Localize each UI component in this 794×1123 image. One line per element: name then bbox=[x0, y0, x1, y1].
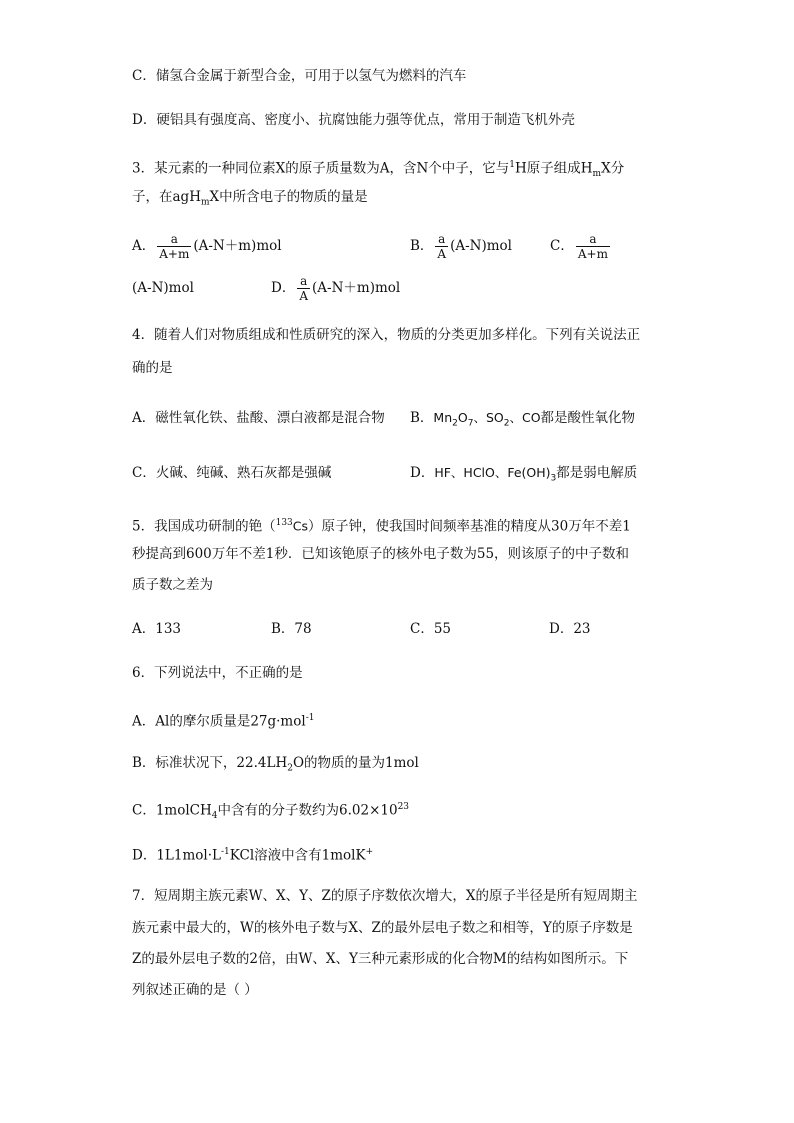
q6-option-d: D．$1L1mol\cdot L^{-1}KCl$溶液中含有1molK+ bbox=[132, 847, 374, 864]
q4-stem-line2: 确的是 bbox=[132, 360, 173, 376]
q7-stem-line4: 列叙述正确的是（ ） bbox=[132, 982, 258, 998]
q3-stem-line2: 子，在agH$_m$X中所含电子的物质的量是 bbox=[132, 189, 368, 208]
q6-stem: 6．下列说法中，不正确的是 bbox=[132, 665, 303, 681]
q7-stem-line1: 7．短周期主族元素W、X、Y、Z的原子序数依次增大，X的原子半径是所有短周期主 bbox=[132, 888, 638, 904]
q3-stem-line1: 3．某元素的一种同位素X的原子质量数为A，含N个中子，它与$^1$H原子组成$H_mX$分 bbox=[132, 160, 625, 180]
q4-option-a: A．磁性氧化铁、盐酸、漂白液都是混合物 bbox=[132, 410, 385, 426]
fraction: $\frac{a}{A}$ bbox=[299, 274, 308, 303]
fraction: $\frac{a}{A+m}$ bbox=[159, 232, 190, 261]
q3-option-a: A． $\frac{a}{A+m}$ (A-N＋m)mol bbox=[132, 232, 282, 261]
q5-option-d: D．23 bbox=[549, 621, 591, 637]
q4-stem-line1: 4．随着人们对物质组成和性质研究的深入，物质的分类更加多样化。下列有关说法正 bbox=[132, 327, 641, 343]
q3-option-b: B． $\frac{a}{A}$ (A-N)mol bbox=[410, 232, 512, 261]
fraction: $\frac{a}{A+m}$ bbox=[577, 232, 608, 261]
q3-option-c-tail: (A-N)mol bbox=[132, 280, 194, 296]
fraction: $\frac{a}{A}$ bbox=[437, 232, 447, 261]
q4-option-c: C．火碱、纯碱、熟石灰都是强碱 bbox=[132, 465, 332, 481]
q4-option-d: D．HF、HClO、$Fe(OH)_3$都是弱电解质 bbox=[410, 465, 638, 484]
q2-option-d: D．硬铝具有强度高、密度小、抗腐蚀能力强等优点，常用于制造飞机外壳 bbox=[132, 112, 575, 128]
q3-option-c: C． $\frac{a}{A+m}$ bbox=[550, 232, 608, 261]
q3-option-d: D． $\frac{a}{A}$ (A-N＋m)mol bbox=[271, 274, 401, 303]
q5-stem-line2: 秒提高到600万年不差1秒．已知该铯原子的核外电子数为55，则该原子的中子数和 bbox=[132, 546, 630, 562]
q5-option-c: C．55 bbox=[410, 621, 452, 637]
q7-stem-line3: Z的最外层电子数的2倍，由W、X、Y三种元素形成的化合物M的结构如图所示。下 bbox=[132, 951, 629, 967]
q7-stem-line2: 族元素中最大的，W的核外电子数与X、Z的最外层电子数之和相等，Y的原子序数是 bbox=[132, 920, 633, 936]
q2-option-c: C．储氢合金属于新型合金，可用于以氢气为燃料的汽车 bbox=[132, 68, 467, 84]
q5-stem-line3: 质子数之差为 bbox=[132, 577, 213, 593]
q5-stem-line1: 5．我国成功研制的铯（$^{133}$Cs）原子钟，使我国时间频率基准的精度从30万年不差1 bbox=[132, 518, 631, 535]
q6-option-a: A．Al的摩尔质量是27g·mol$^{-1}$ bbox=[132, 713, 315, 730]
q5-option-b: B．78 bbox=[271, 621, 312, 637]
q6-option-b: B．标准状况下，$22.4LH_2O$的物质的量为1mol bbox=[132, 755, 419, 774]
q4-option-b: B．$Mn_2O_7$、$SO_2$、CO都是酸性氧化物 bbox=[410, 410, 636, 429]
q6-option-c: C．1molCH$_4$中含有的分子数约为$6.02\times 10^{23}$ bbox=[132, 802, 410, 822]
q5-option-a: A．133 bbox=[132, 621, 182, 637]
